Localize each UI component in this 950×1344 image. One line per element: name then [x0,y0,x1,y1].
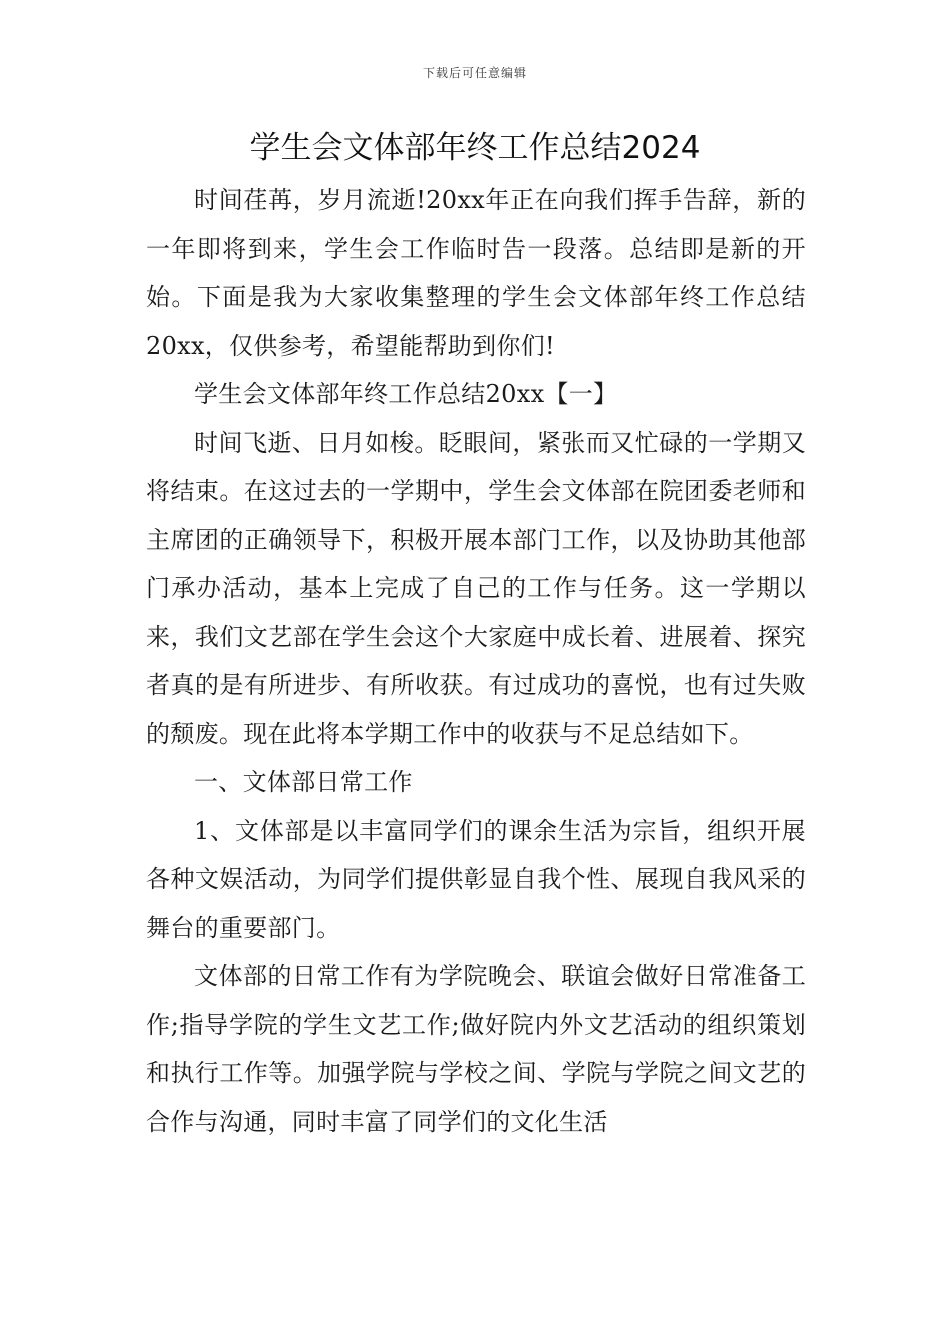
intro-paragraph: 时间荏苒，岁月流逝!20xx年正在向我们挥手告辞，新的一年即将到来，学生会工作临时告一段落。总结即是新的开始。下面是我为大家收集整理的学生会文体部年终工作总结20xx，仅供参考，希望能帮助到你们! [146,186,806,360]
body-paragraph: 文体部的日常工作有为学院晚会、联谊会做好日常准备工作;指导学院的学生文艺工作;做好院内外文艺活动的组织策划和执行工作等。加强学院与学校之间、学院与学院之间文艺的合作与沟通，同时丰富了同学们的文化生活 [146,962,806,1136]
document-title: 学生会文体部年终工作总结2024 [249,130,701,166]
section-heading: 学生会文体部年终工作总结20xx【一】 [194,380,618,408]
header-note: 下载后可任意编辑 [422,66,527,80]
body-paragraph: 时间飞逝、日月如梭。眨眼间，紧张而又忙碌的一学期又将结束。在这过去的一学期中，学生会文体部在院团委老师和主席团的正确领导下，积极开展本部门工作，以及协助其他部门承办活动，基本上完成了自己的工作与任务。这一学期以来，我们文艺部在学生会这个大家庭中成长着、进展着、探究者真的是有所进步、有所收获。有过成功的喜悦，也有过失败的颓废。现在此将本学期工作中的收获与不足总结如下。 [146,428,806,748]
document-body [146,176,806,1146]
body-paragraph: 1、文体部是以丰富同学们的课余生活为宗旨，组织开展各种文娱活动，为同学们提供彰显自我个性、展现自我风采的舞台的重要部门。 [146,816,806,942]
subsection-heading: 一、文体部日常工作 [194,768,413,796]
